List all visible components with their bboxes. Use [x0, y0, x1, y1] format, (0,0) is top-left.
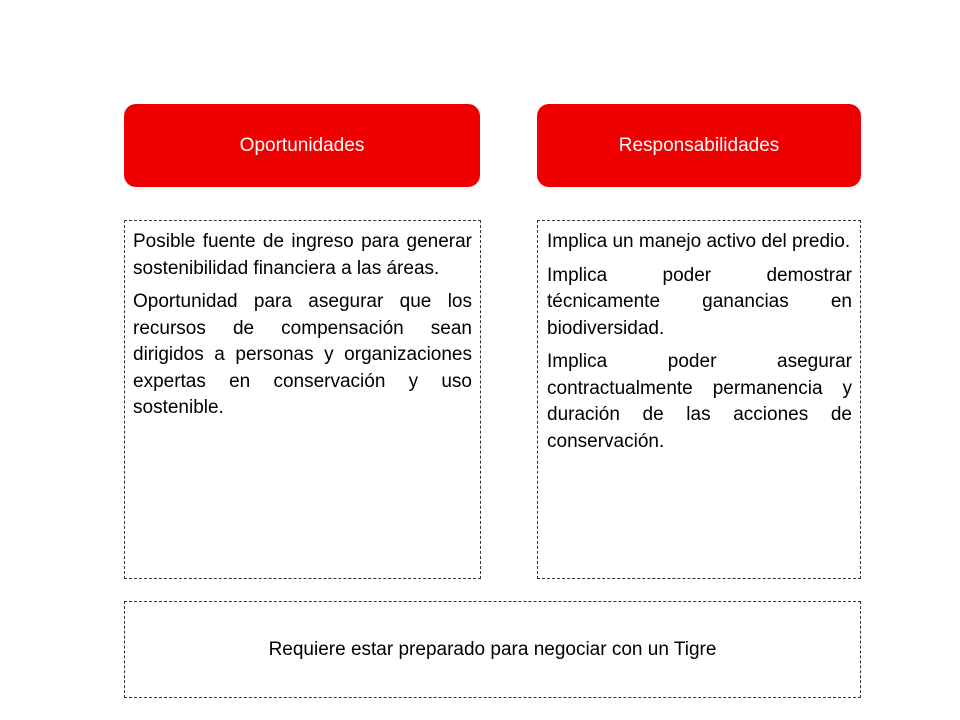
bottom-note-text: Requiere estar preparado para negociar con un Tigre: [268, 638, 717, 660]
header-responsabilidades-label: Responsabilidades: [618, 134, 780, 156]
bottom-note-box: [124, 601, 861, 698]
responsabilidades-paragraph-1: Implica un manejo activo del predio.: [547, 231, 851, 252]
responsabilidades-paragraph-3: Implica poder asegurar contractualmente permanencia y duración de las acciones de conservación.: [547, 351, 852, 452]
responsabilidades-content-box: [537, 220, 861, 579]
responsabilidades-paragraph-2: Implica poder demostrar técnicamente ganancias en biodiversidad.: [547, 264, 852, 339]
header-responsabilidades: [537, 104, 861, 187]
oportunidades-content-box: [124, 220, 481, 579]
oportunidades-paragraph-1: Posible fuente de ingreso para generar sostenibilidad financiera a las áreas.: [133, 231, 472, 279]
oportunidades-paragraph-2: Oportunidad para asegurar que los recursos de compensación sean dirigidos a personas y organizaciones expertas en conservación y uso sostenible.: [133, 291, 472, 418]
header-oportunidades-label: Oportunidades: [239, 134, 365, 156]
header-oportunidades: [124, 104, 480, 187]
